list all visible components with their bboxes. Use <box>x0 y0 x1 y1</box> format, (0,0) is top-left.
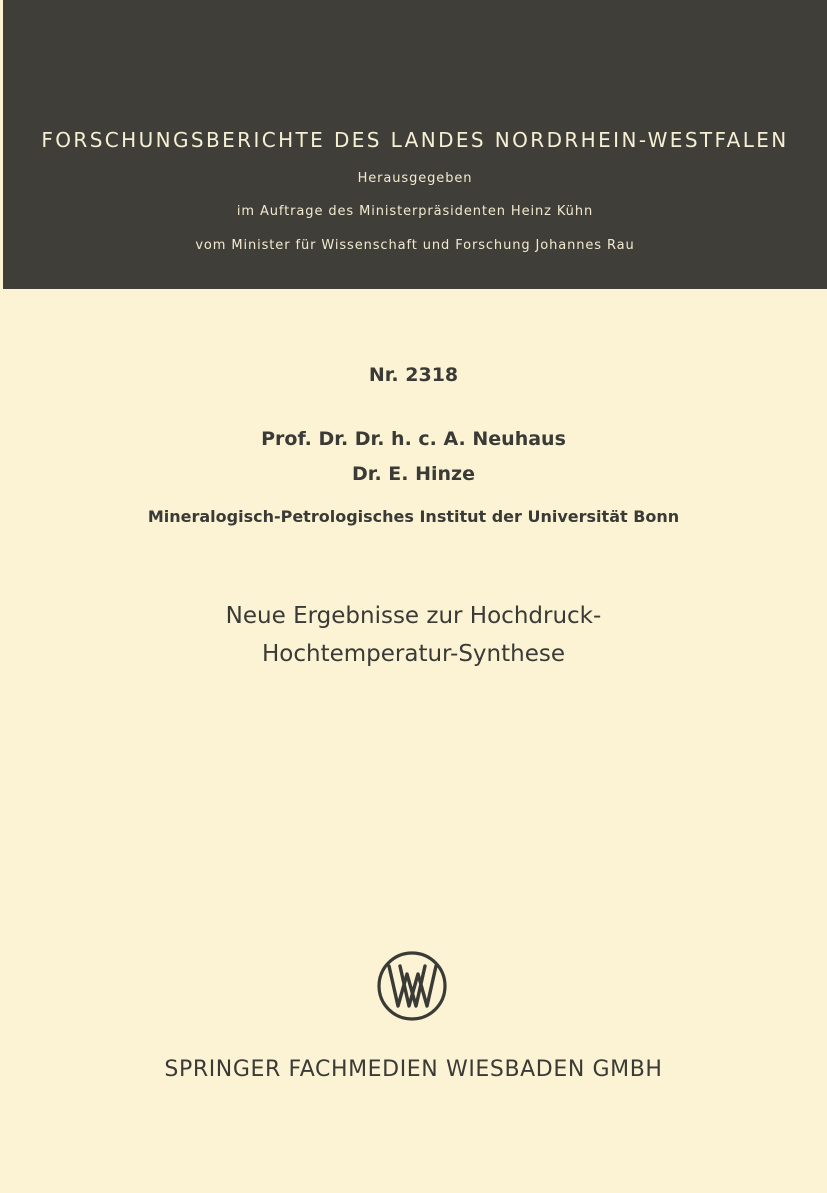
editor-line-1: Herausgegeben <box>357 171 473 186</box>
editor-line-3: vom Minister für Wissenschaft und Forschung Johannes Rau <box>195 238 635 253</box>
title-line-1: Neue Ergebnisse zur Hochdruck- <box>225 603 602 629</box>
author-2: Dr. E. Hinze <box>352 463 475 485</box>
report-number: Nr. 2318 <box>368 364 459 386</box>
publisher-name: SPRINGER FACHMEDIEN WIESBADEN GMBH <box>164 1057 663 1082</box>
author-1: Prof. Dr. Dr. h. c. A. Neuhaus <box>261 428 566 450</box>
editor-line-2: im Auftrage des Ministerpräsidenten Heinz Kühn <box>236 204 594 219</box>
publisher-ww-logo-icon <box>376 950 448 1022</box>
header-band <box>3 0 827 289</box>
series-title: FORSCHUNGSBERICHTE DES LANDES NORDRHEIN-WESTFALEN <box>41 128 789 152</box>
institute: Mineralogisch-Petrologisches Institut der Universität Bonn <box>147 507 680 526</box>
title-line-2: Hochtemperatur-Synthese <box>261 641 565 667</box>
